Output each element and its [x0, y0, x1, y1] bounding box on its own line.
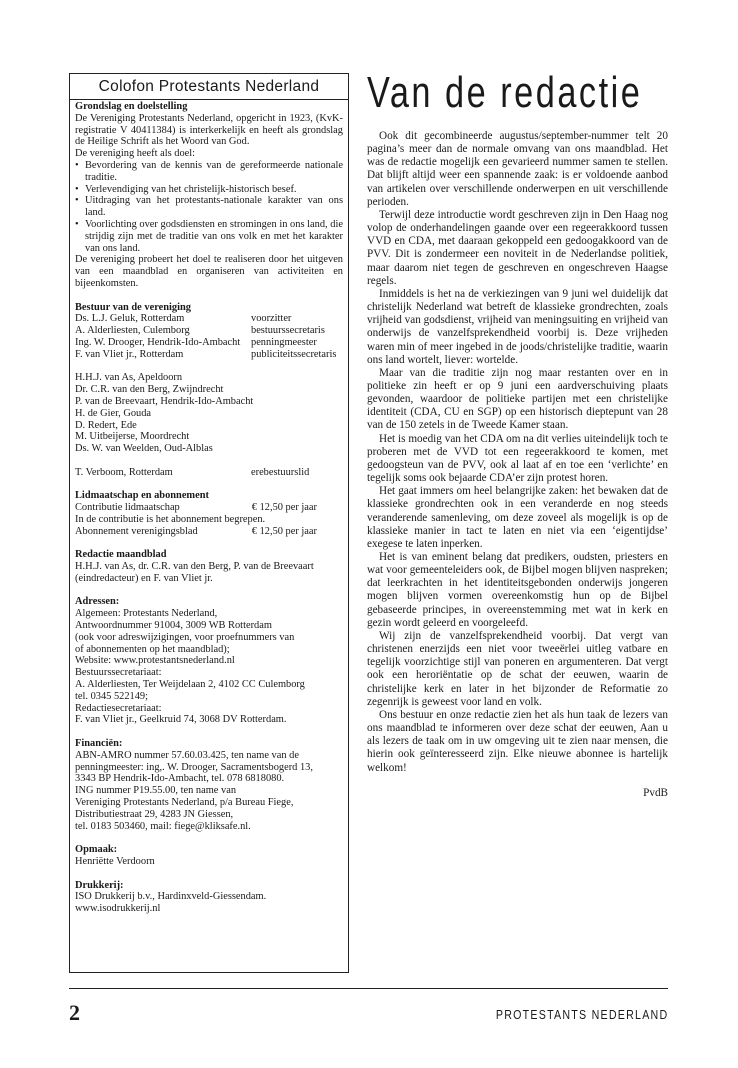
- officer-role: penningmeester: [251, 336, 317, 348]
- website-line: Website: www.protestantsnederland.nl: [75, 655, 235, 667]
- article-paragraph: Het is van eminent belang dat predikers, oudsten, priesters en wat voor gemeenteleiders ook, de Bijbel mogen blijven naspreken; dat leerkrachten in het identiteitsgebonden onderwijs jongeren mogen blijven vormen overeenkomstig hun op de Bijbel gebaseerde principes, in overeenstemming met wat in kerk en gezin wordt geleerd en voorgeleefd.: [367, 551, 668, 629]
- officer-row: [75, 325, 343, 337]
- contributie-amount: € 12,50 per jaar: [251, 502, 317, 514]
- redactie-line: (eindredacteur) en F. van Vliet jr.: [75, 572, 213, 584]
- goal-item: • Bevordering van de kennis van de gereformeerde nationale traditie.: [75, 160, 343, 184]
- goals-intro: De vereniging heeft als doel:: [75, 148, 196, 160]
- member-name: M. Uitbeijerse, Moordrecht: [75, 431, 190, 443]
- member-name: H.H.J. van As, Apeldoorn: [75, 372, 183, 384]
- member-name: D. Redert, Ede: [75, 419, 137, 431]
- article-signature: PvdB: [643, 786, 668, 799]
- adressen-heading: Adressen:: [75, 596, 120, 608]
- member-name: Dr. C.R. van den Berg, Zwijndrecht: [75, 384, 224, 396]
- drukkerij-website: www.isodrukkerij.nl: [75, 903, 161, 915]
- officer-row: [75, 313, 343, 325]
- financien-line: tel. 0183 503460, mail: fiege@kliksafe.nl.: [75, 820, 251, 832]
- article-body: [367, 130, 668, 775]
- financien-line: Vereniging Protestants Nederland, p/a Bureau Fiege,: [75, 797, 294, 809]
- goal-item: • Verlevendiging van het christelijk-historisch besef.: [75, 184, 343, 196]
- lidmaatschap-note: In de contributie is het abonnement begrepen.: [75, 513, 266, 525]
- colofon-box: [69, 73, 349, 973]
- financien-line: Distributiestraat 29, 4283 JN Giessen,: [75, 808, 234, 820]
- adres-line: Redactiesecretariaat:: [75, 702, 162, 714]
- officer-row: [75, 349, 343, 361]
- officer-name: A. Alderliesten, Culemborg: [75, 325, 190, 337]
- drukkerij-heading: Drukkerij:: [75, 879, 124, 891]
- footer-publication-title: PROTESTANTS NEDERLAND: [495, 1007, 668, 1022]
- honorary-row: [75, 467, 343, 479]
- article-paragraph: Wij zijn de vanzelfsprekendheid voorbij. Dat vergt van christenen enerzijds een niet voor tweeërlei uitleg vatbare en tegelijk voorzichtige stijl van poneren en argumenteren. Dat vergt ook een heroriëntatie op de schat der eeuwen, waarin de christelijke kerk en later in het bijzonder de Reformatie zo zegenrijk is geweest voor land en volk.: [367, 629, 668, 708]
- colofon-title-divider: [70, 99, 348, 100]
- officer-role: publiciteitssecretaris: [251, 348, 337, 360]
- page-number: 2: [69, 1000, 80, 1025]
- article-paragraph: Ook dit gecombineerde augustus/september-nummer telt 20 pagina’s meer dan de normale omvang van ons maandblad. Het was de redactie mogelijk een gevarieerd nummer samen te stellen. Dat blijft altijd weer een spannende zaak: is er voldoende aanbod van artikelen over verschillende onderwerpen en uit verschillende perioden.: [367, 130, 668, 208]
- adres-line: Bestuurssecretariaat:: [75, 667, 162, 679]
- financien-line: 3343 BP Hendrik-Ido-Ambacht, tel. 078 6818080.: [75, 773, 285, 785]
- article-title: Van de redactie: [367, 68, 643, 117]
- article-paragraph: Het is moedig van het CDA om na dit verlies uiteindelijk toch te proberen met de VVD tot een regeerakkoord te komen, met gedoogsteun van de PVV, ook al laat af en toe een ‘verlichte’ en tegelijk soms ook bejaarde CDA’er zijn protest horen.: [367, 432, 668, 485]
- adres-line: F. van Vliet jr., Geelkruid 74, 3068 DV Rotterdam.: [75, 714, 287, 726]
- redactie-heading: Redactie maandblad: [75, 549, 167, 561]
- abonnement-label: Abonnement verenigingsblad: [75, 525, 198, 537]
- article-paragraph: Maar van die traditie zijn nog maar restanten over en in politieke zin heeft er op 9 juni een aardverschuiving plaats gevonden, waardoor de politieke partijen met een christelijke identiteit (CDA, CU en SGP) op een historisch dieptepunt van 28 van de 150 zetels in de Tweede Kamer staan.: [367, 366, 668, 432]
- officer-role: voorzitter: [251, 313, 292, 325]
- opmaak-heading: Opmaak:: [75, 844, 118, 856]
- officer-name: Ds. L.J. Geluk, Rotterdam: [75, 313, 185, 325]
- article-paragraph: Inmiddels is het na de verkiezingen van 9 juni wel duidelijk dat christelijk Nederland wat betreft de klassieke grondrechten, zoals vrijheid van godsdienst, vrijheid van meningsuiting en vrijheid van onderwijs de vanzelfsprekendheid voorbij is. Deze vrijheden waren min of meer ingebed in de joods/christelijke traditie, waarin ons land wortelt, liever: wortelde.: [367, 287, 668, 366]
- officer-name: F. van Vliet jr., Rotterdam: [75, 348, 184, 360]
- article-paragraph: Ons bestuur en onze redactie zien het als hun taak de lezers van ons maandblad te informeren over deze schat der eeuwen, Aan u als lezers de taak om in uw omgeving uit te zien naar mensen, die hierin ook geïnteresseerd zijn. Elke nieuwe abonnee is hartelijk welkom!: [367, 708, 668, 774]
- grondslag-intro: De Vereniging Protestants Nederland, opgericht in 1923, (KvK-registratie V 40411384) is interkerkelijk en heeft als grondslag de Heilige Schrift als het Woord van God.: [75, 112, 343, 148]
- redactie-line: H.H.J. van As, dr. C.R. van den Berg, P. van de Breevaart: [75, 561, 314, 573]
- article-paragraph: Het gaat immers om heel belangrijke zaken: het bewaken dat de klassieke grondrechten ook in een veranderde en nog steeds veranderende samenleving, om deze zoveel als mogelijk is op de klassieke manier in tact te laten en niet via een ‘eigentijdse’ exegese te laten inperken.: [367, 485, 668, 550]
- opmaak-name: Henriëtte Verdoorn: [75, 856, 155, 867]
- officer-row: [75, 337, 343, 349]
- footer-divider: [69, 988, 668, 989]
- adres-line: Antwoordnummer 91004, 3009 WB Rotterdam: [75, 620, 272, 632]
- financien-line: penningmeester: ing,. W. Drooger, Sacramentsbogerd 13,: [75, 761, 313, 773]
- contributie-label: Contributie lidmaatschap: [75, 502, 180, 514]
- goals-list: [75, 160, 343, 254]
- honorary-role: erebestuurslid: [251, 466, 310, 478]
- colofon-title: Colofon Protestants Nederland: [98, 78, 320, 95]
- adres-line: tel. 0345 522149;: [75, 690, 149, 702]
- adres-line: of abonnementen op het maandblad);: [75, 643, 230, 655]
- contributie-row: [75, 502, 343, 514]
- abonnement-amount: € 12,50 per jaar: [251, 525, 317, 537]
- officer-name: Ing. W. Drooger, Hendrik-Ido-Ambacht: [75, 336, 241, 348]
- member-name: P. van de Breevaart, Hendrik-Ido-Ambacht: [75, 395, 254, 407]
- adres-line: Algemeen: Protestants Nederland,: [75, 608, 218, 620]
- financien-heading: Financiën:: [75, 738, 123, 750]
- article-paragraph: Terwijl deze introductie wordt geschreven zijn in Den Haag nog volop de onderhandelingen gaande over een regeerakkoord tussen VVD en CDA, met daaraan gekoppeld een gedoogakkoord van de PVV. Dit is zondermeer een noviteit in de Nederlandse politiek, maar daarom niet tegen de geschreven en ongeschreven Haagse regels.: [367, 208, 668, 287]
- financien-line: ING nummer P19.55.00, ten name van: [75, 785, 237, 797]
- abonnement-row: [75, 526, 343, 538]
- bestuur-heading: Bestuur van de vereniging: [75, 301, 191, 313]
- adres-line: A. Alderliesten, Ter Weijdelaan 2, 4102 CC Culemborg: [75, 679, 305, 691]
- goal-item: • Uitdraging van het protestants-nationale karakter van ons land.: [75, 195, 343, 219]
- lidmaatschap-heading: Lidmaatschap en abonnement: [75, 490, 209, 502]
- member-name: H. de Gier, Gouda: [75, 407, 152, 419]
- grondslag-outro: De vereniging probeert het doel te realiseren door het uitgeven van een maandblad en organiseren van activiteiten en bijeenkomsten.: [75, 254, 343, 289]
- adres-line: (ook voor adreswijzigingen, voor proefnummers van: [75, 631, 295, 643]
- grondslag-heading: Grondslag en doelstelling: [75, 101, 188, 112]
- member-name: Ds. W. van Weelden, Oud-Alblas: [75, 443, 213, 455]
- financien-line: ABN-AMRO nummer 57.60.03.425, ten name van de: [75, 749, 299, 761]
- drukkerij-line: ISO Drukkerij b.v., Hardinxveld-Giessendam.: [75, 891, 267, 903]
- article-column: [367, 68, 668, 799]
- honorary-name: T. Verboom, Rotterdam: [75, 466, 173, 478]
- goal-item: • Voorlichting over godsdiensten en stromingen in ons land, die strijdig zijn met de traditie van ons volk en met het karakter van ons land.: [75, 219, 343, 254]
- officer-role: bestuurssecretaris: [251, 325, 325, 337]
